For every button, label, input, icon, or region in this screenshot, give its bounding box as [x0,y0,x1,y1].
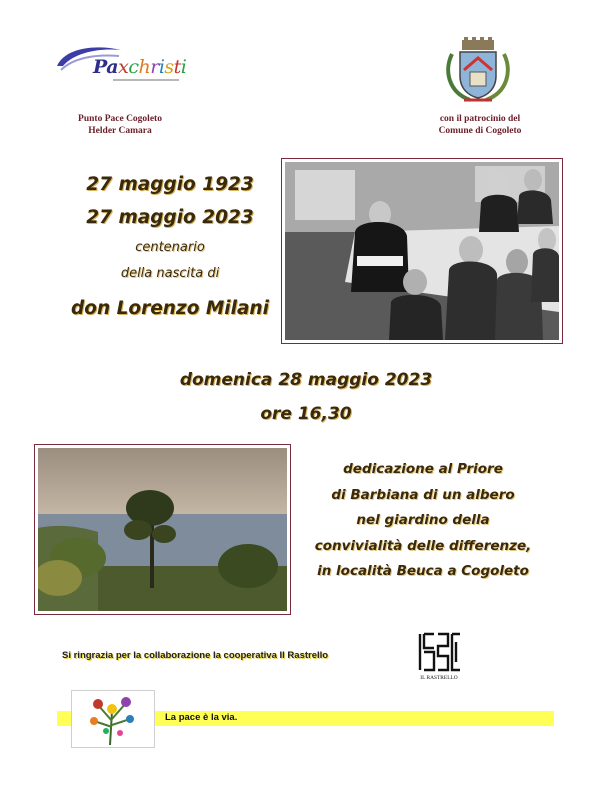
il-rastrello-logo [414,632,464,682]
paxchristi-wordmark: Paxchristi [93,56,187,78]
description-line: convivialità delle differenze, [314,537,532,554]
rastrello-logo-text: IL RASTRELLO [420,675,458,681]
event-description [292,457,554,585]
patronage-line-1: con il patrocinio del [439,114,521,124]
tree-sea-photo [34,444,291,615]
centenary-label: centenario [135,240,205,255]
paxchristi-logo [55,42,185,86]
description-line: di Barbiana di un albero [331,486,515,503]
description-line: in località Beuca a Cogoleto [317,563,529,579]
rastrello-icon [414,632,464,682]
organizer-line-1: Punto Pace Cogoleto [78,114,162,124]
motto-text: La pace è la via. [165,712,238,723]
event-day: domenica 28 maggio 2023 [179,370,433,390]
organizer-line-2: Helder Camara [88,126,152,136]
person-name: don Lorenzo Milani [71,298,269,319]
description-line: dedicazione al Priore [343,461,503,477]
municipal-crest-icon [440,36,516,106]
flowers-photo [71,690,155,748]
event-time: ore 16,30 [260,404,352,424]
birth-of-label: della nascita di [120,266,220,281]
classroom-photo [281,158,563,344]
anniversary-date: 27 maggio 2023 [86,207,254,228]
patronage-block [412,113,548,137]
birth-date: 27 maggio 1923 [86,174,254,195]
patronage-line-2: Comune di Cogoleto [438,126,522,136]
thanks-text: Si ringrazia per la collaborazione la cooperativa Il Rastrello [62,650,329,661]
organizer-block [55,113,185,137]
logo-tagline-line [113,79,179,81]
description-line: nel giardino della [356,512,490,528]
